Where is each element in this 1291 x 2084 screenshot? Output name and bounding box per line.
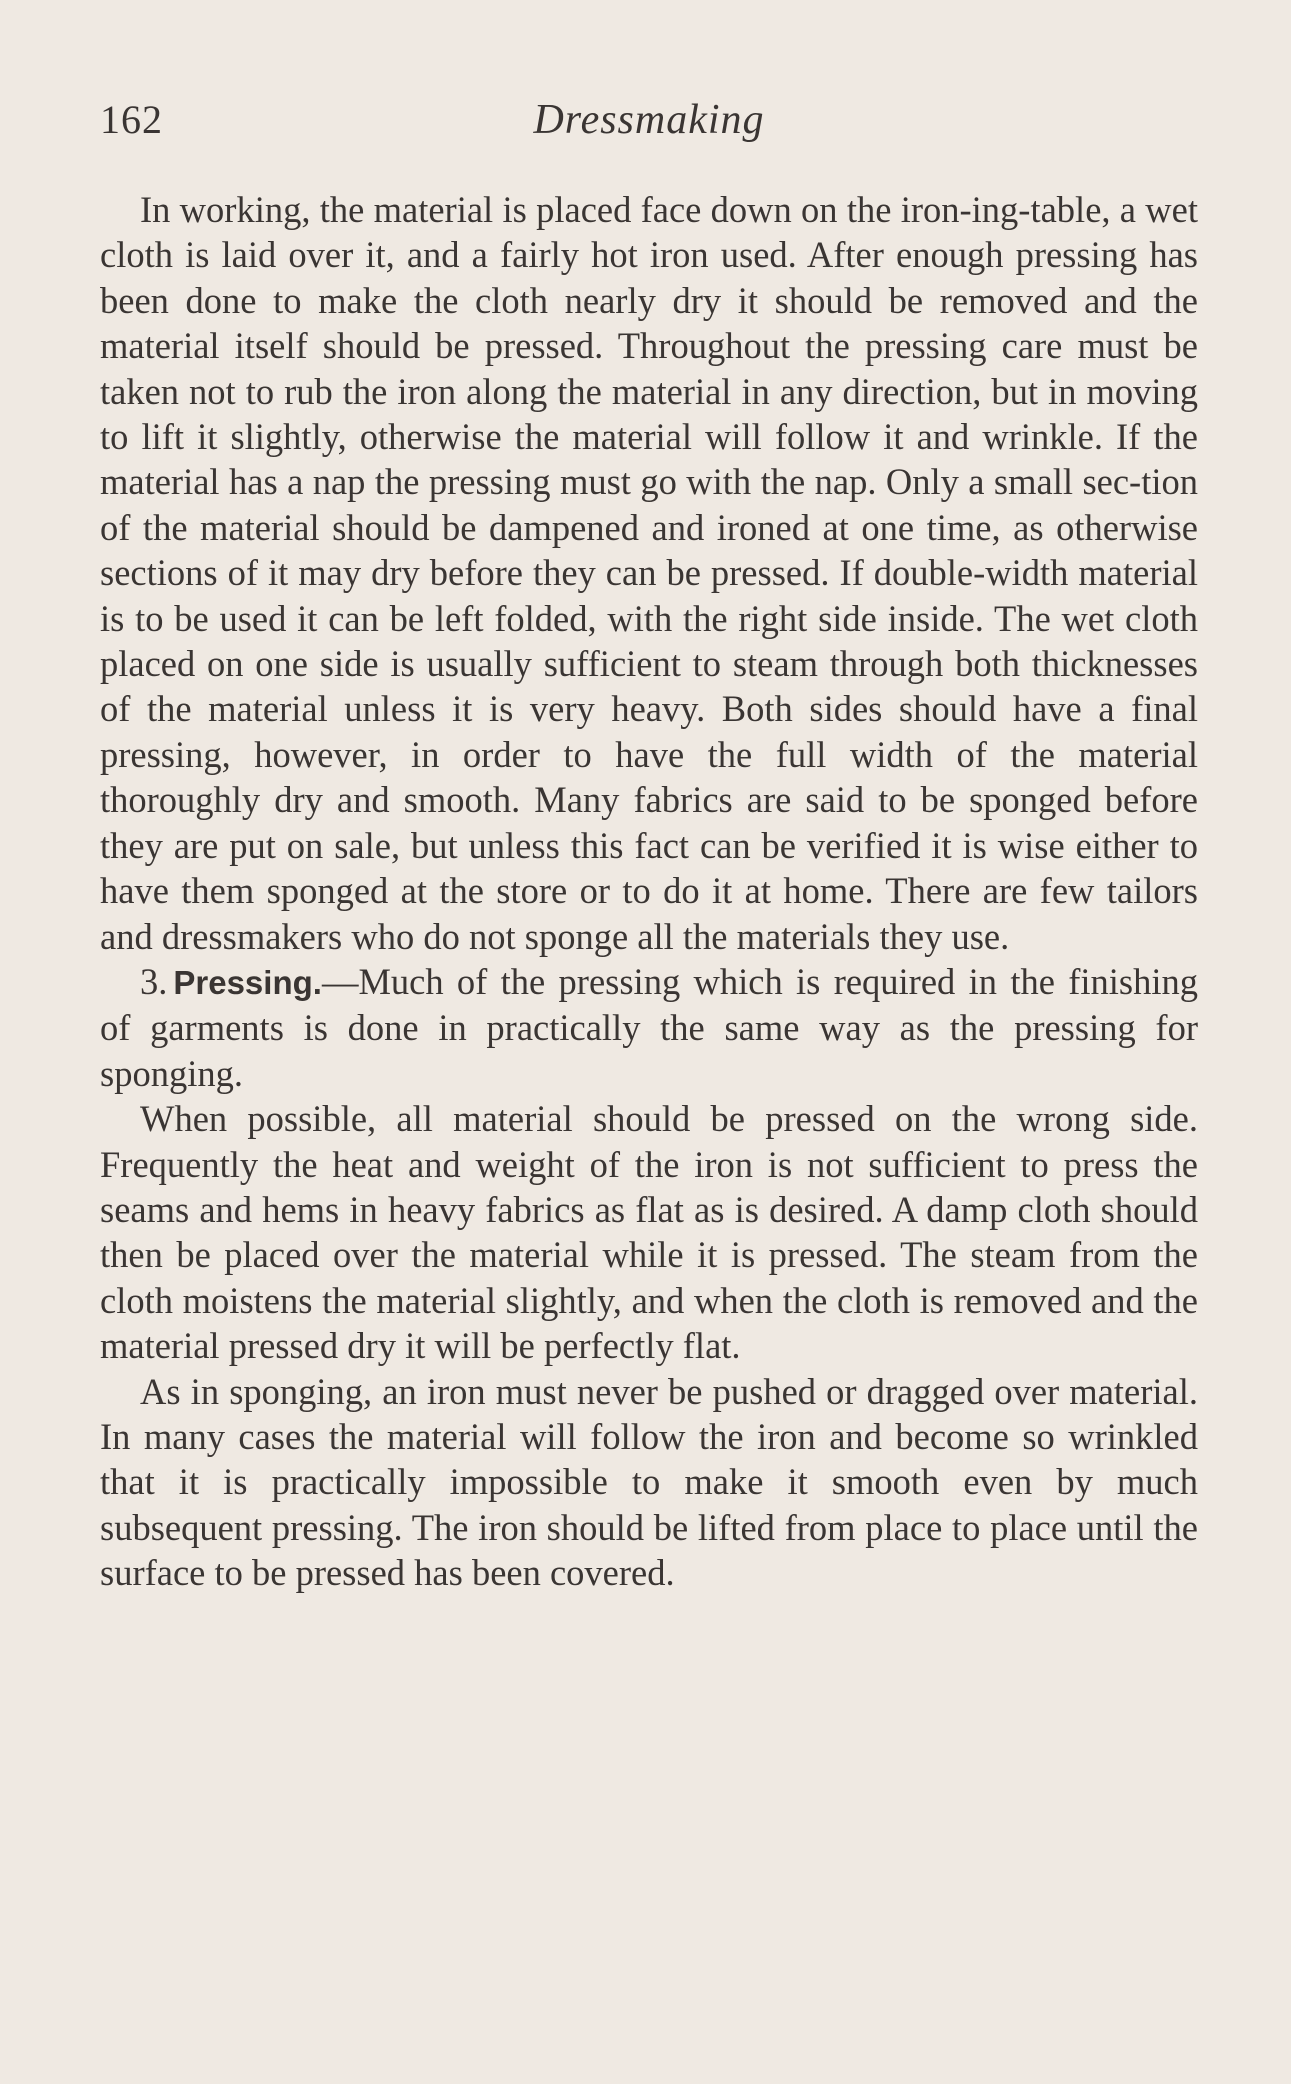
body-text bbox=[100, 187, 1198, 1596]
page-header bbox=[100, 96, 1198, 156]
section-heading: Pressing. bbox=[173, 963, 322, 1001]
page-number: 162 bbox=[100, 97, 163, 142]
paragraph-sponging-procedure: In working, the material is placed face down on the iron-ing-table, a wet cloth is laid over it, and a fairly hot iron used. After enough pressing has been done to make the cloth nearly dry it should be removed and the material itself should be pressed. Throughout the pressing care must be taken not to rub the iron along the material in any direction, but in moving to lift it slightly, otherwise the material will follow it and wrinkle. If the material has a nap the pressing must go with the nap. Only a small sec-tion of the material should be dampened and ironed at one time, as otherwise sections of it may dry before they can be pressed. If double-width material is to be used it can be left folded, with the right side inside. The wet cloth placed on one side is usually sufficient to steam through both thicknesses of the material unless it is very heavy. Both sides should have a final pressing, however, in order to have the full width of the material thoroughly dry and smooth. Many fabrics are said to be sponged before they are put on sale, but unless this fact can be verified it is wise either to have them sponged at the store or to do it at home. There are few tailors and dressmakers who do not sponge all the materials they use. bbox=[100, 189, 1198, 957]
section-number: 3. bbox=[140, 960, 168, 1002]
section-paragraph-text: the finishing of garments is done in practically the same way as the pressing for sponging. bbox=[100, 960, 1198, 1094]
paragraph-wrong-side: When possible, all material should be pressed on the wrong side. Frequently the heat and weight of the iron is not sufficient to press the seams and hems in heavy fabrics as flat as is desired. A damp cloth should then be placed over the material while it is pressed. The steam from the cloth moistens the material slightly, and when the cloth is removed and the material pressed dry it will be perfectly flat. bbox=[100, 1098, 1198, 1367]
running-title: Dressmaking bbox=[533, 97, 765, 143]
paragraph-never-drag: As in sponging, an iron must never be pushed or dragged over material. In many cases the material will follow the iron and become so wrinkled that it is practically impossible to make it smooth even by much subsequent pressing. The iron should be lifted from place to place until the surface to be pressed has been covered. bbox=[100, 1370, 1198, 1594]
paragraph-pressing-section bbox=[100, 959, 1198, 1096]
section-lead-text: —Much of the pressing which is required in bbox=[321, 960, 1011, 1002]
